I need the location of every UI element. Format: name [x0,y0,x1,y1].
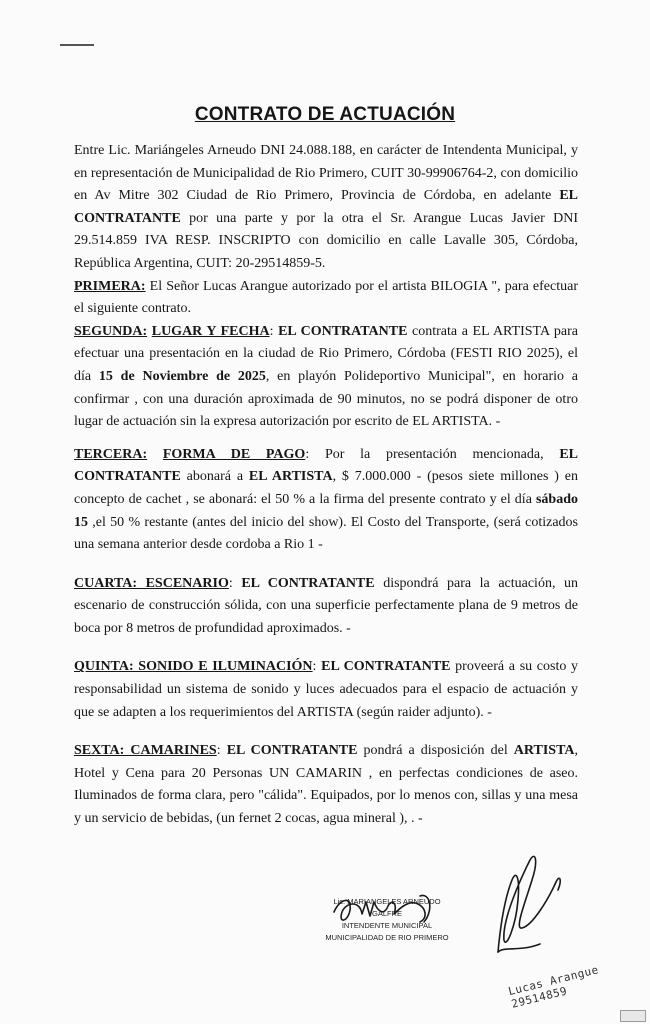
clause-tercera-bold-3: sábado 15 [74,491,578,530]
signature-block [322,896,452,944]
clause-tercera-text-1: abonará a [180,469,249,485]
clause-tercera-text-3: ,el 50 % restante (antes del inicio del show). El Costo del Transporte, (será cotizados una semana anterior desde cordoba a Rio 1 - [74,514,578,553]
clause-tercera-text-0: : Por la presentación mencionada, [305,446,560,462]
signature-name: Lic. MARIANGELES ARNEUDO GALFRE [333,897,441,918]
signature-role: INTENDENTE MUNICIPAL [341,921,433,930]
clause-tercera-bold-2: EL ARTISTA [248,469,333,485]
clause-cuarta-text-1: dispondrá para la actuación, un escenario de construcción sólida, con una superficie perfectamente plana de 9 metros de boca por 8 metros de profundidad aproximados. - [74,575,579,636]
clause-segunda-subheading: LUGAR Y FECHA [151,323,270,339]
clause-segunda-text-2: , en playón Polideportivo Municipal", en horario a confirmar , con una duración aproximada de 90 minutos, no se podrá disponer de otro lugar de actuación sin la expresa autorización por escrito de EL ARTISTA. - [74,368,578,430]
clause-sexta-bold-1: EL CONTRATANTE [226,743,358,759]
intro-text-1: Entre Lic. Mariángeles Arneudo DNI 24.088.188, en carácter de Intendenta Municipal, y en representación de Municipalidad de Rio Primero, CUIT 30-99906764-2, con domicilio en Av Mitre 302 Ciudad de Rio Primero, Provincia de Córdoba, en adelante [74,143,578,204]
clause-segunda-heading: SEGUNDA: [74,323,148,339]
clause-tercera-text-2: , $ 7.000.000 - (pesos siete millones ) en concepto de cachet , se abonará: el 50 % a la firma del presente contrato y el día [74,469,578,507]
intro-text-2: por una parte y por la otra el Sr. Arangue Lucas Javier DNI 29.514.859 IVA RESP. INSCRIPTO con domicilio en calle Lavalle 305, Córdoba, República Argentina, CUIT: 20-29514859-5. [74,210,578,271]
clause-quinta-sep: : [312,659,322,675]
signature-institution: MUNICIPALIDAD DE RIO PRIMERO [325,933,449,942]
clause-tercera-bold-1: EL CONTRATANTE [74,446,579,485]
clause-primera-heading: PRIMERA: [74,278,146,294]
clause-sexta-text-2: , Hotel y Cena para 20 Personas UN CAMARIN , en perfectas condiciones de aseo. Iluminados de forma clara, pero "cálida". Equipados, por lo menos con, sillas y una mesa y un servicio de bebidas, (un fernet 2 cocas, agua mineral ), . - [74,743,578,827]
clause-tercera-heading: TERCERA: [74,446,148,462]
clause-sexta-heading: SEXTA: CAMARINES [74,743,217,759]
clause-sexta-bold-2: ARTISTA [513,743,575,759]
clause-segunda-sep: : [269,323,279,339]
clause-tercera-subheading: FORMA DE PAGO [162,446,306,462]
scan-stamp [620,1010,646,1022]
clause-sexta-text-1: pondrá a disposición del [357,743,514,759]
clause-cuarta-bold-1: EL CONTRATANTE [241,575,375,591]
clause-segunda-bold-2: 15 de Noviembre de 2025 [98,368,266,384]
clause-segunda-bold-1: EL CONTRATANTE [278,323,408,339]
signature-artista [498,856,560,952]
intro-bold-contratante: EL CONTRATANTE [74,188,578,226]
handwritten-note: Lucas Arangue 29514859 [506,963,600,1011]
clause-sexta-sep: : [216,743,227,759]
clause-segunda-text-1: contrata a EL ARTISTA para efectuar una presentación en la ciudad de Rio Primero, Córdoba (FESTI RIO 2025), el día [74,323,579,384]
clause-cuarta-heading: CUARTA: ESCENARIO [74,575,229,591]
clause-quinta-heading: QUINTA: SONIDO E ILUMINACIÓN [74,659,313,675]
clause-primera-text: El Señor Lucas Arangue autorizado por el artista BILOGIA ", para efectuar el siguiente contrato. [74,278,578,317]
document-title: CONTRATO DE ACTUACIÓN [194,104,456,125]
clause-quinta-text-1: proveerá a su costo y responsabilidad un sistema de sonido y luces adecuados para el espacio de actuación y que se adapten a los requerimientos del ARTISTA (según raider adjunto). - [74,659,579,720]
clause-quinta-bold-1: EL CONTRATANTE [321,659,451,675]
clause-cuarta-sep: : [228,575,242,591]
